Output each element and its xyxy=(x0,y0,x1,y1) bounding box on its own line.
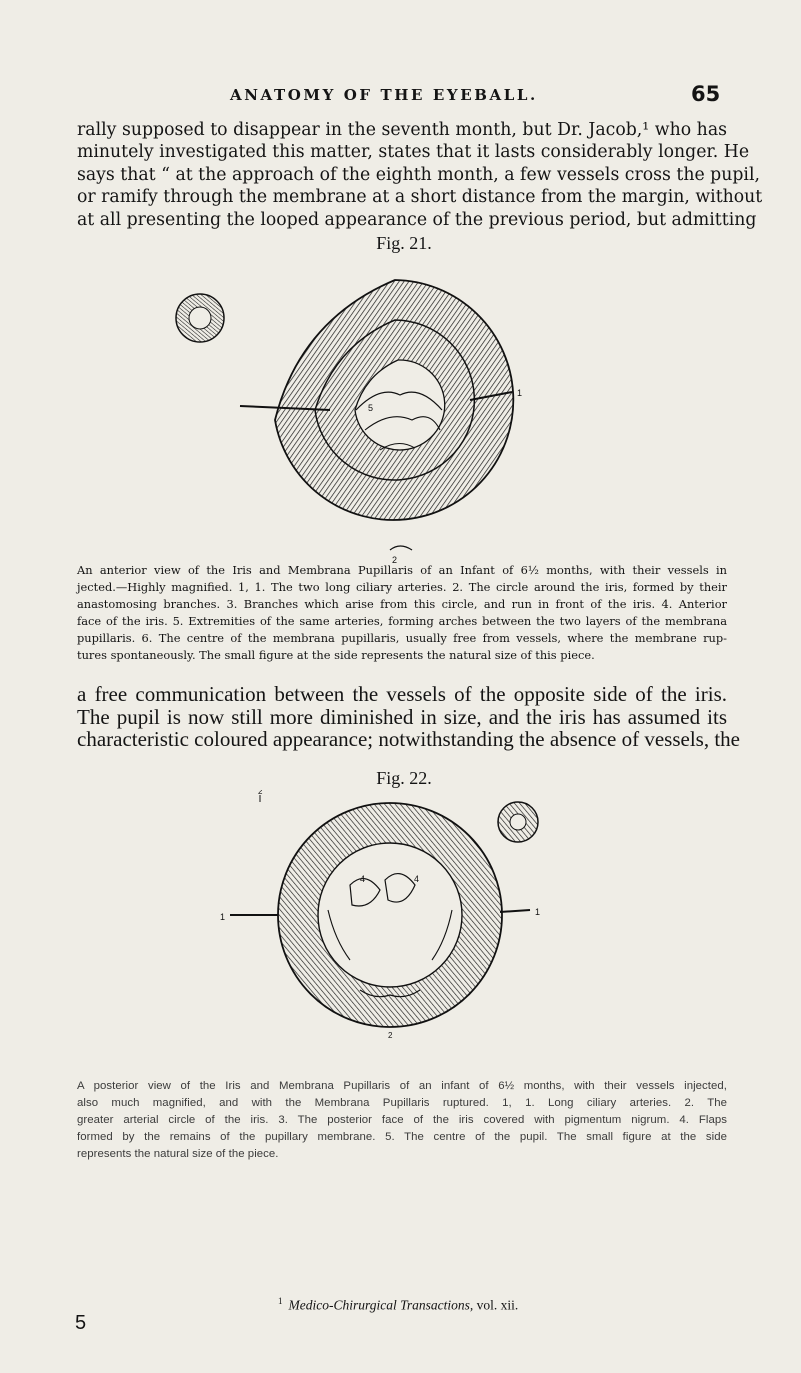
paragraph-line: a free communication between the vessels of the opposite side of the iris. xyxy=(77,682,727,706)
running-header xyxy=(0,82,801,110)
figure-22-mark-2-bottom: 2 xyxy=(388,1031,393,1040)
paragraph-line: at all presenting the looped appearance of the previous period, but admitting xyxy=(77,209,757,230)
paragraph-line: rally supposed to disappear in the seventh month, but Dr. Jacob,¹ who has xyxy=(77,120,727,140)
figure-22-mark-1-left: 1 xyxy=(220,912,226,922)
paragraph-1 xyxy=(77,119,763,231)
iris-drawing xyxy=(230,795,530,1027)
figure-22-mark-4b: 4 xyxy=(414,874,420,884)
figure-22-mark-4a: 4 xyxy=(360,874,366,884)
figure-22-mark-1-right: 1 xyxy=(535,907,541,917)
caption-line: face of the iris. 5. Extremities of the same arteries, forming arches between the two layers of the membrana xyxy=(77,614,727,629)
paragraph-line: or ramify through the membrane at a short distance from the margin, without xyxy=(77,187,763,208)
paragraph-line: characteristic coloured appearance; notwithstanding the absence of vessels, the xyxy=(77,727,740,751)
signature-mark: 5 xyxy=(75,1312,87,1334)
iris-drawing xyxy=(240,280,513,550)
caption-line: formed by the remains of the pupillary membrane. 5. The centre of the pupil. The small figure at the side xyxy=(77,1131,727,1144)
footnote-mark: 1 xyxy=(278,1296,283,1306)
natural-size-figure xyxy=(498,802,538,842)
natural-size-figure xyxy=(176,294,224,342)
figure-21-mark-2: 2 xyxy=(392,555,398,565)
paragraph-line: minutely investigated this matter, states that it lasts considerably longer. He xyxy=(77,142,750,163)
figure-21-label: Fig. 21. xyxy=(376,233,432,253)
running-title: ANATOMY OF THE EYEBALL. xyxy=(230,86,538,104)
footnote-source: Medico-Chirurgical Transactions, xyxy=(288,1297,474,1313)
page-number: 65 xyxy=(691,82,721,106)
footnote xyxy=(278,1296,518,1314)
caption-line: anastomosing branches. 3. Branches which arise from this circle, and run in front of the iris. 4. Anterior xyxy=(77,597,727,612)
footnote-volume: vol. xii. xyxy=(476,1297,519,1313)
paragraph-2 xyxy=(77,682,740,751)
paragraph-line: says that “ at the approach of the eighth month, a few vessels cross the pupil, xyxy=(77,164,760,185)
caption-line: A posterior view of the Iris and Membrana Pupillaris of an infant of 6½ months, with their vessels injected, xyxy=(77,1080,727,1092)
figure-22-illustration xyxy=(200,790,600,1040)
figure-21-caption xyxy=(77,562,727,665)
figure-22-mark-2-top: 2 xyxy=(258,790,263,796)
caption-line: tures spontaneously. The small figure at the side represents the natural size of this piece. xyxy=(77,648,595,663)
caption-line: greater arterial circle of the iris. 3. The posterior face of the iris covered with pigmentum nigrum. 4. Flaps xyxy=(77,1114,727,1127)
figure-21-mark-5: 5 xyxy=(368,403,374,413)
caption-line: represents the natural size of the piece. xyxy=(77,1148,279,1161)
figure-21-mark-1: 1 xyxy=(517,388,523,398)
caption-line: jected.—Highly magnified. 1, 1. The two long ciliary arteries. 2. The circle around the iris, formed by their xyxy=(77,580,727,595)
figure-22-caption xyxy=(77,1078,727,1163)
figure-21-illustration xyxy=(150,260,650,580)
figure-22-label: Fig. 22. xyxy=(376,768,432,788)
caption-line: also much magnified, and with the Membrana Pupillaris ruptured. 1, 1. Long ciliary arteries. 2. The xyxy=(77,1097,727,1110)
caption-line: pupillaris. 6. The centre of the membrana pupillaris, usually free from vessels, where the membrane rup- xyxy=(77,631,727,646)
paragraph-line: The pupil is now still more diminished in size, and the iris has assumed its xyxy=(77,704,727,729)
caption-line: An anterior view of the Iris and Membrana Pupillaris of an Infant of 6½ months, with their vessels in xyxy=(77,563,727,577)
